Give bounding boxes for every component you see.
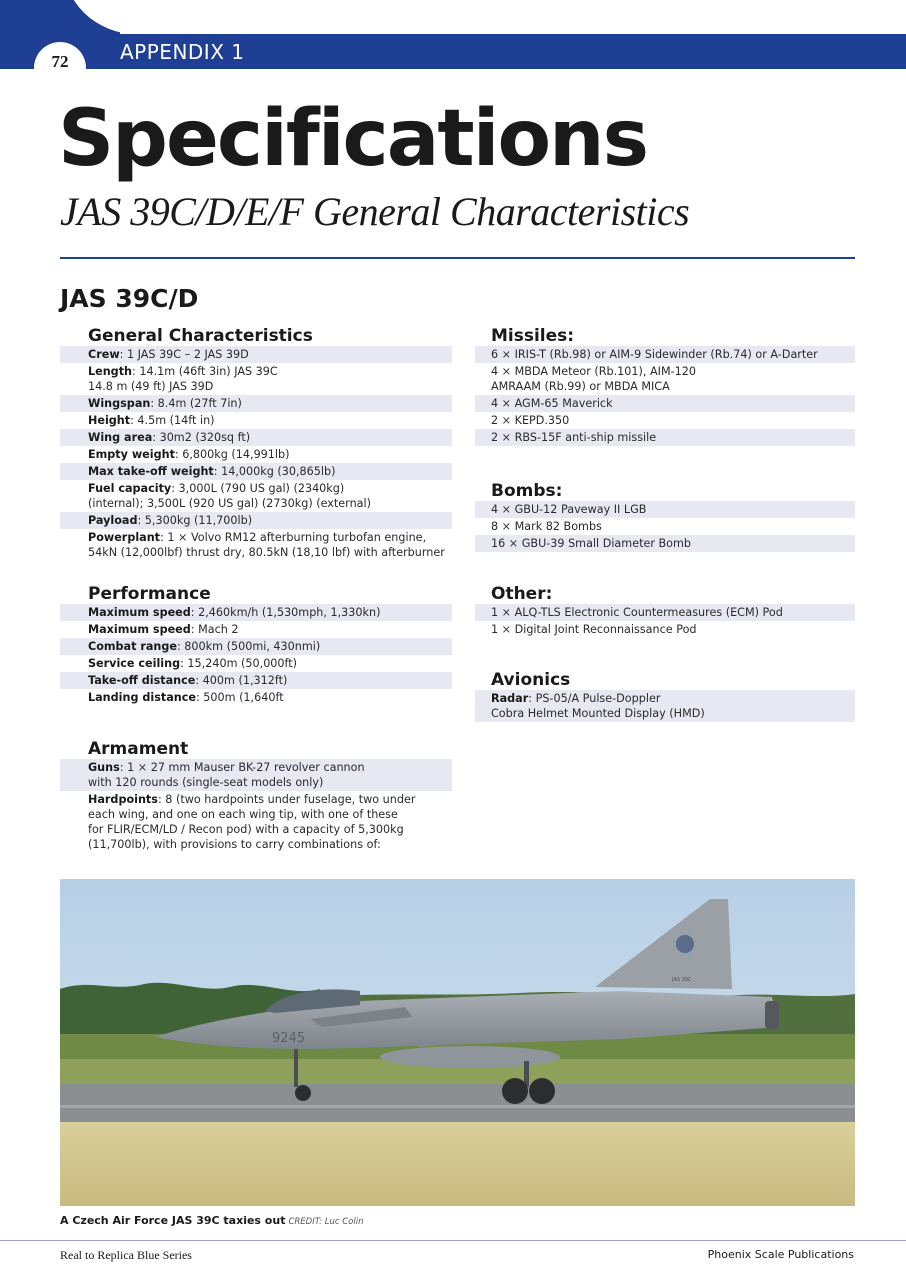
- spec-value: : 8 (two hardpoints under fuselage, two under: [157, 793, 416, 806]
- spec-row: [475, 363, 855, 395]
- spec-value: : 400m (1,312ft): [195, 674, 288, 687]
- spec-row: 2 × RBS-15F anti-ship missile: [475, 429, 855, 446]
- page-title: Specifications: [58, 94, 647, 184]
- spec-value: : 1 × 27 mm Mauser BK-27 revolver cannon: [119, 761, 365, 774]
- spec-row: [60, 604, 452, 621]
- spec-key: Service ceiling: [88, 657, 181, 670]
- spec-key: Fuel capacity: [88, 482, 172, 495]
- spec-value: : 15,240m (50,000ft): [180, 657, 298, 670]
- title-rule: [60, 257, 855, 259]
- spec-row: [60, 689, 452, 706]
- roundel: [676, 935, 694, 953]
- footer-publisher: Phoenix Scale Publications: [707, 1248, 854, 1261]
- spec-row: [60, 621, 452, 638]
- spec-value-continued: (11,700lb), with provisions to carry combinations of:: [88, 838, 381, 851]
- spec-row: 4 × AGM-65 Maverick: [475, 395, 855, 412]
- spec-value: : 14,000kg (30,865lb): [213, 465, 336, 478]
- photo-caption: [60, 1214, 363, 1227]
- spec-key: Wingspan: [88, 397, 151, 410]
- section-title: Avionics: [491, 670, 571, 690]
- spec-key: Landing distance: [88, 691, 196, 704]
- armament-section: [60, 740, 452, 853]
- spec-row: [60, 446, 452, 463]
- page-number: 72: [51, 52, 69, 71]
- other-section: [475, 585, 855, 638]
- spec-value: 4 × MBDA Meteor (Rb.101), AIM-120: [491, 365, 696, 378]
- spec-row: 1 × Digital Joint Reconnaissance Pod: [491, 623, 697, 636]
- spec-value: : 8.4m (27ft 7in): [150, 397, 242, 410]
- spec-row: [60, 429, 452, 446]
- spec-row: [475, 690, 855, 722]
- drop-tank: [380, 1046, 560, 1068]
- spec-key: Take-off distance: [88, 674, 196, 687]
- main-wheel: [529, 1078, 555, 1104]
- spec-key: Max take-off weight: [88, 465, 214, 478]
- spec-row: 16 × GBU-39 Small Diameter Bomb: [475, 535, 855, 552]
- missiles-section: [475, 327, 855, 446]
- spec-row: [60, 672, 452, 689]
- general-characteristics-section: [60, 327, 452, 561]
- spec-value-continued: each wing, and one on each wing tip, with one of these: [88, 808, 398, 821]
- spec-row: 6 × IRIS-T (Rb.98) or AIM-9 Sidewinder (Rb.74) or A-Darter: [475, 346, 855, 363]
- spec-value: : 1 × Volvo RM12 afterburning turbofan engine,: [160, 531, 427, 544]
- photo-credit: CREDIT: Luc Colin: [288, 1217, 364, 1227]
- spec-key: Guns: [88, 761, 120, 774]
- spec-key: Maximum speed: [88, 606, 191, 619]
- spec-key: Powerplant: [88, 531, 161, 544]
- caption-text: A Czech Air Force JAS 39C taxies out: [60, 1214, 286, 1227]
- spec-value: : 14.1m (46ft 3in) JAS 39C: [132, 365, 278, 378]
- spec-value-continued: 14.8 m (49 ft) JAS 39D: [88, 380, 214, 393]
- spec-row: [60, 529, 452, 561]
- spec-value-continued: with 120 rounds (single-seat models only): [88, 776, 324, 789]
- spec-key: Wing area: [88, 431, 153, 444]
- section-title: Other:: [491, 584, 553, 604]
- section-title: Performance: [88, 584, 211, 604]
- footer-series: Real to Replica Blue Series: [60, 1248, 192, 1262]
- spec-value: : 500m (1,640ft: [195, 691, 284, 704]
- spec-row: [60, 480, 452, 512]
- spec-value: : 6,800kg (14,991lb): [174, 448, 290, 461]
- spec-row: 1 × ALQ-TLS Electronic Countermeasures (ECM) Pod: [475, 604, 855, 621]
- spec-value: : 5,300kg (11,700lb): [137, 514, 253, 527]
- section-title: General Characteristics: [88, 326, 313, 346]
- nose-wheel: [295, 1085, 311, 1101]
- aircraft-serial: 9245: [272, 1031, 306, 1046]
- spec-value: : PS-05/A Pulse-Doppler: [528, 692, 661, 705]
- spec-key: Crew: [88, 348, 120, 361]
- spec-key: Maximum speed: [88, 623, 191, 636]
- spec-value-continued: (internal); 3,500L (920 US gal) (2730kg) (external): [88, 497, 372, 510]
- runway: [60, 1084, 855, 1122]
- spec-row: [60, 463, 452, 480]
- spec-key: Empty weight: [88, 448, 175, 461]
- spec-row: [60, 655, 452, 672]
- spec-row: [60, 638, 452, 655]
- spec-row: 8 × Mark 82 Bombs: [491, 520, 602, 533]
- spec-row: [60, 412, 452, 429]
- spec-row: [60, 346, 452, 363]
- spec-value: : 2,460km/h (1,530mph, 1,330kn): [190, 606, 381, 619]
- spec-value: : 4.5m (14ft in): [130, 414, 215, 427]
- spec-value: : Mach 2: [190, 623, 239, 636]
- spec-value: : 800km (500mi, 430nmi): [176, 640, 321, 653]
- spec-row: 4 × GBU-12 Paveway II LGB: [475, 501, 855, 518]
- spec-value: : 30m2 (320sq ft): [152, 431, 251, 444]
- spec-key: Combat range: [88, 640, 177, 653]
- spec-row: [60, 363, 452, 395]
- spec-value-continued: AMRAAM (Rb.99) or MBDA MICA: [491, 380, 670, 393]
- spec-value-continued: Cobra Helmet Mounted Display (HMD): [491, 707, 705, 720]
- avionics-section: [475, 671, 855, 722]
- spec-key: Height: [88, 414, 131, 427]
- page-subtitle: JAS 39C/D/E/F General Characteristics: [60, 189, 690, 234]
- section-title: Armament: [88, 739, 189, 759]
- spec-key: Payload: [88, 514, 138, 527]
- main-wheel: [502, 1078, 528, 1104]
- spec-row: 2 × KEPD.350: [491, 414, 570, 427]
- spec-row: [60, 791, 452, 853]
- aircraft-illustration: [60, 879, 855, 1206]
- spec-key: Hardpoints: [88, 793, 158, 806]
- performance-section: [60, 585, 452, 706]
- spec-key: Radar: [491, 692, 529, 705]
- spec-row: [60, 395, 452, 412]
- nose-gear: [294, 1049, 298, 1087]
- spec-row: [60, 759, 452, 791]
- engine-nozzle: [765, 1001, 779, 1029]
- spec-value: : 1 JAS 39C – 2 JAS 39D: [119, 348, 249, 361]
- footer-rule: [0, 1240, 906, 1241]
- spec-value-continued: 54kN (12,000lbf) thrust dry, 80.5kN (18,10 lbf) with afterburner: [88, 546, 445, 559]
- section-title: Missiles:: [491, 326, 575, 346]
- spec-value-continued: for FLIR/ECM/LD / Recon pod) with a capacity of 5,300kg: [88, 823, 404, 836]
- aircraft-photo: [60, 879, 855, 1206]
- model-heading: JAS 39C/D: [60, 284, 199, 313]
- foreground-grass: [60, 1122, 855, 1206]
- section-title: Bombs:: [491, 481, 563, 501]
- spec-key: Length: [88, 365, 133, 378]
- spec-row: [60, 512, 452, 529]
- bombs-section: [475, 482, 855, 552]
- spec-value: : 3,000L (790 US gal) (2340kg): [171, 482, 345, 495]
- tail-marking: JAS 39C: [672, 977, 692, 983]
- section-label: APPENDIX 1: [120, 40, 245, 64]
